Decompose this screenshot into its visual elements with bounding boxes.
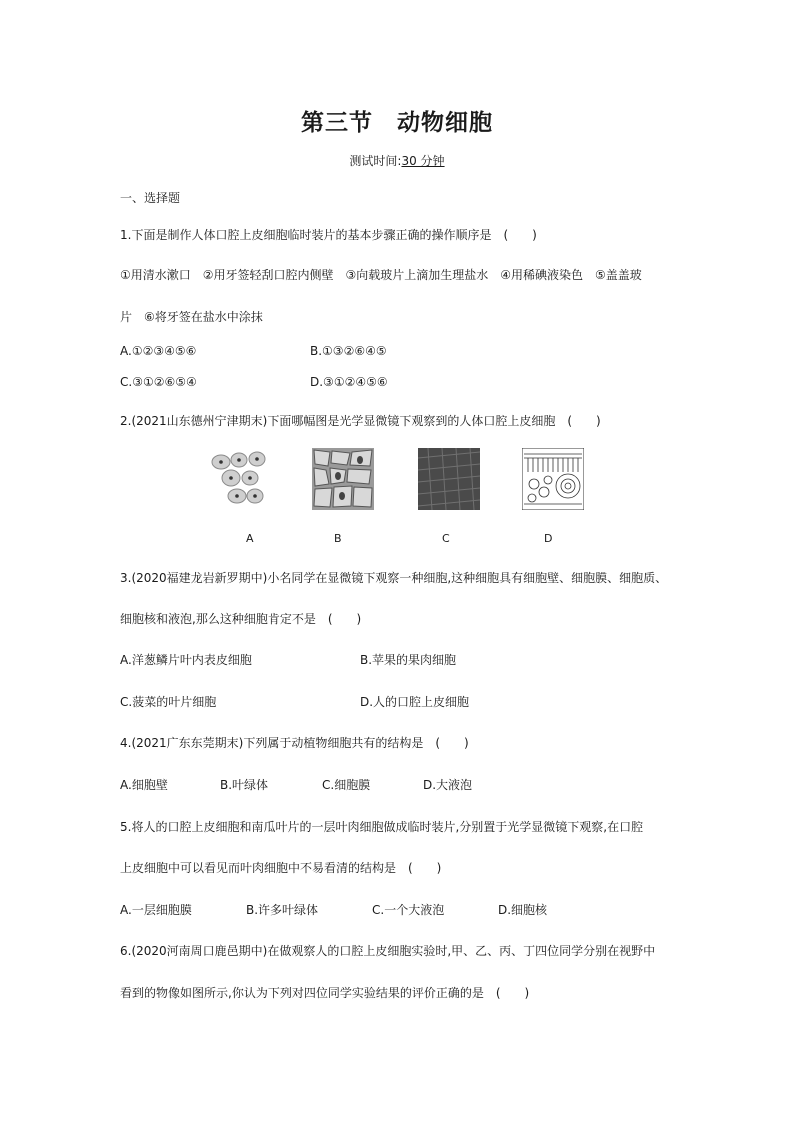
q2-stem: 2.(2021山东德州宁津期末)下面哪幅图是光学显微镜下观察到的人体口腔上皮细胞 ( ) [120,414,601,428]
q3-stem-line1: 3.(2020福建龙岩新罗期中)小名同学在显微镜下观察一种细胞,这种细胞具有细胞壁、细胞膜、细胞质、 [120,571,668,585]
q5-option-a[interactable]: A.一层细胞膜 [120,903,192,917]
q5-stem-line1: 5.将人的口腔上皮细胞和南瓜叶片的一层叶肉细胞做成临时装片,分别置于光学显微镜下观察,在口腔 [120,820,644,834]
q4-option-d[interactable]: D.大液泡 [423,778,473,792]
q5-option-b[interactable]: B.许多叶绿体 [246,903,319,917]
q4-stem: 4.(2021广东东莞期末)下列属于动植物细胞共有的结构是 ( ) [120,736,469,750]
figure-a-cells [207,448,269,510]
q5-stem-line2: 上皮细胞中可以看见而叶肉细胞中不易看清的结构是 ( ) [120,861,442,875]
figure-c-tissue [418,448,480,510]
test-time-value: 30 分钟 [401,154,445,168]
q5-option-c[interactable]: C.一个大液泡 [372,903,445,917]
q5-option-d[interactable]: D.细胞核 [498,903,548,917]
figure-b-leaf-epidermis [312,448,374,510]
figure-a-label: A [246,532,254,545]
q6-stem-line2: 看到的物像如图所示,你认为下列对四位同学实验结果的评价正确的是 ( ) [120,986,530,1000]
test-time [0,152,794,169]
q3-option-d[interactable]: D.人的口腔上皮细胞 [360,695,470,709]
q3-option-b[interactable]: B.苹果的果肉细胞 [360,653,457,667]
figure-d-label: D [544,532,553,545]
q1-stem: 1.下面是制作人体口腔上皮细胞临时装片的基本步骤正确的操作顺序是 ( ) [120,228,537,242]
test-time-label: 测试时间: [349,154,402,168]
q1-option-a[interactable]: A.①②③④⑤⑥ [120,344,197,358]
q4-option-c[interactable]: C.细胞膜 [322,778,371,792]
figure-b-label: B [334,532,342,545]
q3-option-a[interactable]: A.洋葱鳞片叶内表皮细胞 [120,653,252,667]
q6-stem-line1: 6.(2020河南周口鹿邑期中)在做观察人的口腔上皮细胞实验时,甲、乙、丙、丁四位同学分别在视野中 [120,944,656,958]
section-heading: 一、选择题 [120,191,181,205]
q3-option-c[interactable]: C.菠菜的叶片细胞 [120,695,217,709]
q4-option-a[interactable]: A.细胞壁 [120,778,168,792]
q3-stem-line2: 细胞核和液泡,那么这种细胞肯定不是 ( ) [120,612,362,626]
page-title: 第三节 动物细胞 [301,110,493,136]
q1-steps-line2: 片 ⑥将牙签在盐水中涂抹 [120,310,263,324]
q1-option-c[interactable]: C.③①②⑥⑤④ [120,375,197,389]
figure-c-label: C [442,532,450,545]
figure-d-leaf-section [522,448,584,510]
q1-option-d[interactable]: D.③①②④⑤⑥ [310,375,388,389]
q1-option-b[interactable]: B.①③②⑥④⑤ [310,344,387,358]
q4-option-b[interactable]: B.叶绿体 [220,778,269,792]
q1-steps-line1: ①用清水漱口 ②用牙签轻刮口腔内侧壁 ③向载玻片上滴加生理盐水 ④用稀碘液染色 ⑤盖盖玻 [120,268,642,282]
